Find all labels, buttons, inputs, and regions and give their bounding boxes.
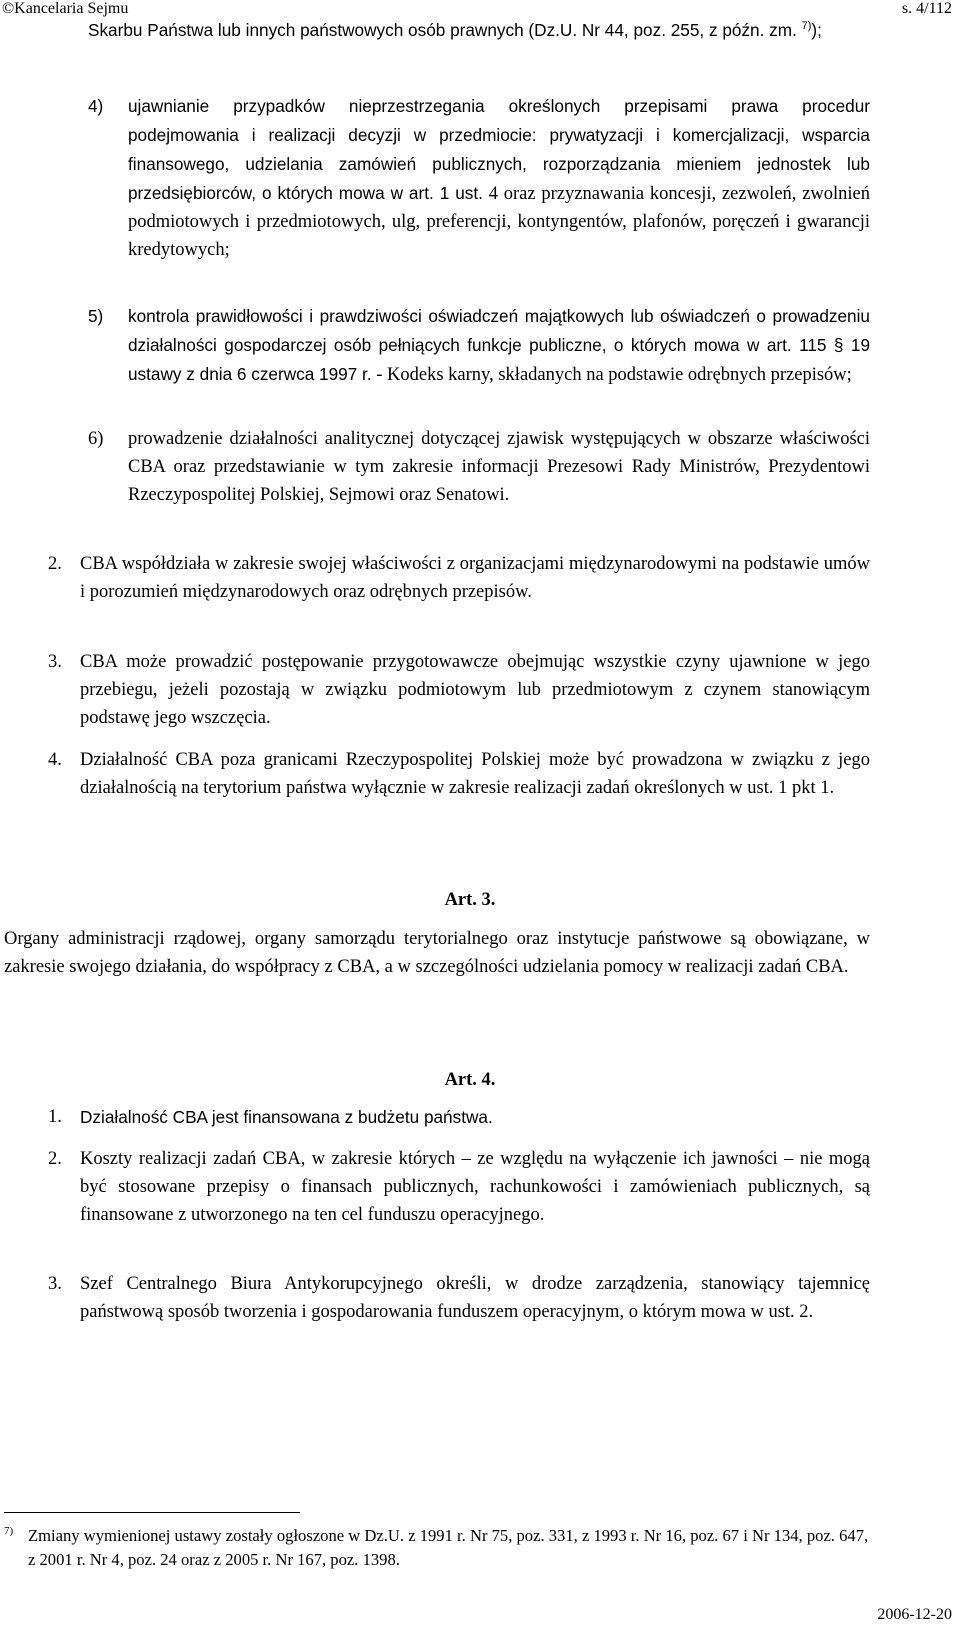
list-item-4 bbox=[88, 92, 870, 264]
footnote-ref[interactable]: 7) bbox=[801, 20, 812, 32]
paragraph-number: 4. bbox=[48, 750, 62, 770]
header-copyright: ©Kancelaria Sejmu bbox=[2, 0, 129, 17]
article-4-heading: Art. 4. bbox=[444, 1070, 496, 1090]
document-date: 2006-12-20 bbox=[877, 1606, 952, 1623]
footnote-divider bbox=[4, 1512, 300, 1513]
paragraph-4 bbox=[48, 746, 870, 802]
art4-paragraph-1 bbox=[48, 1103, 870, 1131]
page-number: s. 4/112 bbox=[901, 0, 952, 17]
footnote-text: Zmiany wymienionej ustawy zostały ogłoszone w Dz.U. z 1991 r. Nr 75, poz. 331, z 1993 r. Nr 16, poz. 67 i Nr 134, poz. 647, z 2001 r. Nr 4, poz. 24 oraz z 2005 r. Nr 167, poz. 1398. bbox=[28, 1526, 869, 1569]
item-number: 4) bbox=[88, 96, 104, 116]
footnote bbox=[4, 1524, 870, 1572]
item-text: prowadzenie działalności analitycznej dotyczącej zjawisk występujących w obszarze właściwości CBA oraz przedstawianie w tym zakresie informacji Prezesowi Rady Ministrów, Prezydentowi Rzeczypospolitej Polskiej, Sejmowi oraz Senatowi. bbox=[128, 429, 870, 505]
paragraph-text: CBA może prowadzić postępowanie przygotowawcze obejmując wszystkie czyny ujawnione w jego przebiegu, jeżeli pozostają w związku podmiotowym lub przedmiotowym z czynem stanowiącym podstawę jego wszczęcia. bbox=[80, 652, 870, 728]
art4-paragraph-3 bbox=[48, 1270, 870, 1326]
paragraph-number: 3. bbox=[48, 652, 62, 672]
article-3-heading: Art. 3. bbox=[444, 890, 496, 910]
art4-paragraph-2 bbox=[48, 1145, 870, 1229]
intro-text bbox=[88, 16, 840, 44]
paragraph-text: Działalność CBA jest finansowana z budżetu państwa. bbox=[80, 1107, 493, 1127]
item-number: 5) bbox=[88, 306, 104, 326]
paragraph-number: 2. bbox=[48, 554, 62, 574]
item-text: kontrola prawidłowości i prawdziwości oświadczeń majątkowych lub oświadczeń o prowadzeniu działalności gospodarczej osób pełniących funkcje publiczne, o których mowa w art. 115 § 19 ustawy z dnia 6 czerwca 1997 r. bbox=[128, 306, 870, 384]
intro-body: Skarbu Państwa lub innych państwowych osób prawnych (Dz.U. Nr 44, poz. 255, z późn. zm. bbox=[88, 20, 797, 40]
list-item-6 bbox=[88, 425, 870, 509]
paragraph-number: 2. bbox=[48, 1149, 62, 1169]
paragraph-3 bbox=[48, 648, 870, 732]
item-text-cont: - Kodeks karny, składanych na podstawie odrębnych przepisów; bbox=[376, 365, 852, 385]
article-3-text: Organy administracji rządowej, organy samorządu terytorialnego oraz instytucje państwowe są obowiązane, w zakresie swojego działania, do współpracy z CBA, a w szczególności udzielania pomocy w realizacji zadań CBA. bbox=[4, 929, 870, 977]
item-text-cont: 4 oraz przyznawania koncesji, zezwoleń, zwolnień podmiotowych i przedmiotowych, ulg, preferencji, kontyngentów, plafonów, poręczeń i gwarancji kredytowych; bbox=[128, 184, 871, 260]
item-number: 6) bbox=[88, 429, 104, 449]
paragraph-number: 3. bbox=[48, 1274, 62, 1294]
intro-tail: ); bbox=[811, 20, 822, 40]
list-item-5 bbox=[88, 302, 870, 389]
paragraph-number: 1. bbox=[48, 1107, 62, 1127]
paragraph-text: Szef Centralnego Biura Antykorupcyjnego określi, w drodze zarządzenia, stanowiący tajemnicę państwową sposób tworzenia i gospodarowania funduszem operacyjnym, o którym mowa w ust. 2. bbox=[80, 1274, 870, 1322]
item-text: ujawnianie przypadków nieprzestrzegania określonych przepisami prawa procedur podejmowania i realizacji decyzji w przedmiocie: prywatyzacji i komercjalizacji, wsparcia finansowego, udzielania zamówień publicznych, rozporządzania mieniem jednostek lub przedsiębiorców, o których mowa w art. 1 ust. bbox=[128, 96, 870, 203]
paragraph-text: Działalność CBA poza granicami Rzeczypospolitej Polskiej może być prowadzona w związku z jego działalnością na terytorium państwa wyłącznie w zakresie realizacji zadań określonych w ust. 1 pkt 1. bbox=[80, 750, 870, 798]
paragraph-text: Koszty realizacji zadań CBA, w zakresie których – ze względu na wyłączenie ich jawności – nie mogą być stosowane przepisy o finansach publicznych, rachunkowości i zamówieniach publicznych, są finansowane z utworzonego na ten cel funduszu operacyjnego. bbox=[80, 1149, 870, 1225]
paragraph-text: CBA współdziała w zakresie swojej właściwości z organizacjami międzynarodowymi na podstawie umów i porozumień międzynarodowych oraz odrębnych przepisów. bbox=[80, 554, 870, 602]
footnote-marker: 7) bbox=[4, 1525, 14, 1537]
paragraph-2 bbox=[48, 550, 870, 606]
